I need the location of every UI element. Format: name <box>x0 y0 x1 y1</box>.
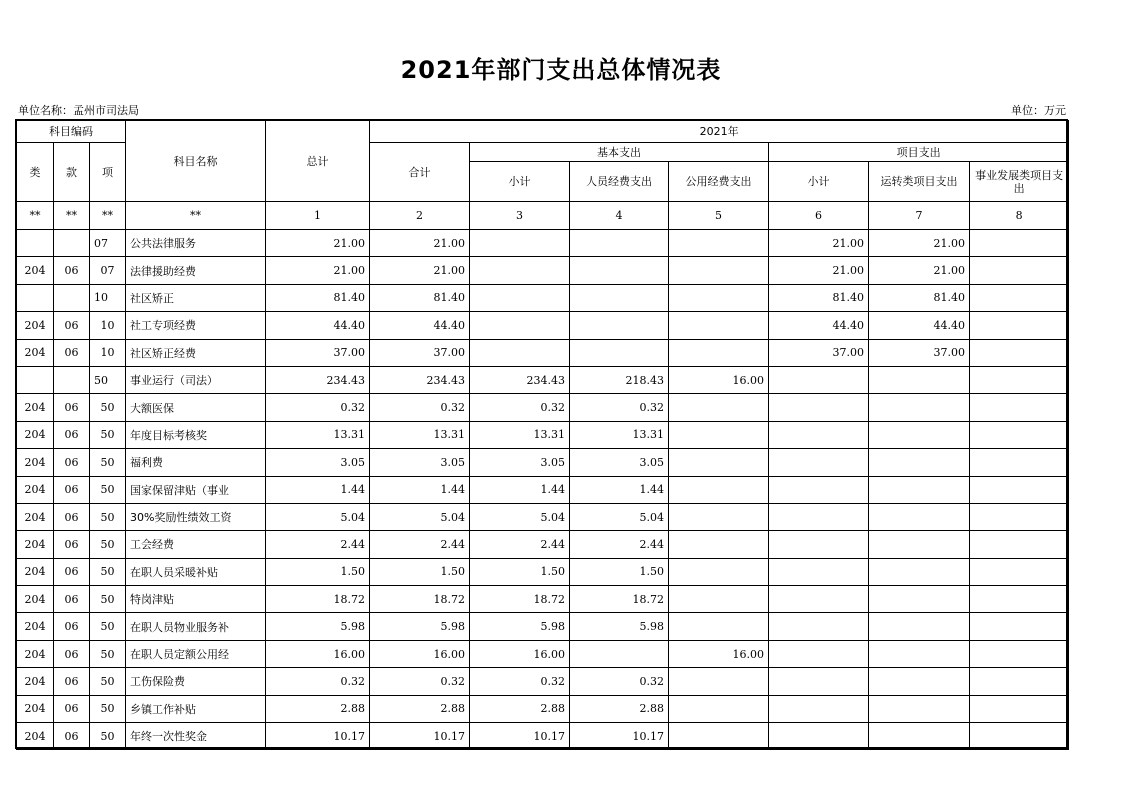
cell-transfer <box>869 476 970 503</box>
table-row <box>17 503 1069 530</box>
cell-total: 21.00 <box>266 230 370 257</box>
header-total: 总计 <box>266 121 370 202</box>
cell-public <box>669 558 769 585</box>
cell-kuan: 06 <box>54 613 90 640</box>
cell-lei <box>17 230 54 257</box>
cell-personnel: 5.04 <box>570 503 669 530</box>
cell-xiang: 10 <box>90 312 126 339</box>
cell-lei: 204 <box>17 421 54 448</box>
cell-heji: 81.40 <box>370 284 470 311</box>
cell-heji: 16.00 <box>370 640 470 667</box>
cell-develop <box>970 558 1069 585</box>
cell-basic-subtotal: 16.00 <box>470 640 570 667</box>
cell-name: 在职人员物业服务补 <box>126 613 266 640</box>
cell-transfer: 21.00 <box>869 230 970 257</box>
cell-heji: 0.32 <box>370 668 470 695</box>
header-project-subtotal: 小计 <box>769 162 869 202</box>
table-row <box>17 586 1069 613</box>
cell-kuan: 06 <box>54 640 90 667</box>
cell-personnel <box>570 640 669 667</box>
cell-heji: 5.98 <box>370 613 470 640</box>
cell-name: 国家保留津贴（事业 <box>126 476 266 503</box>
cell-kuan: 06 <box>54 723 90 750</box>
cell-kuan: 06 <box>54 449 90 476</box>
cell-public <box>669 421 769 448</box>
cell-xiang: 50 <box>90 476 126 503</box>
cell-project-subtotal <box>769 613 869 640</box>
cell-public <box>669 668 769 695</box>
cell-heji: 2.44 <box>370 531 470 558</box>
table-row <box>17 668 1069 695</box>
cell-develop <box>970 503 1069 530</box>
cell-lei: 204 <box>17 339 54 366</box>
cell-basic-subtotal <box>470 339 570 366</box>
cell-xiang: 50 <box>90 613 126 640</box>
cell-develop <box>970 421 1069 448</box>
cell-kuan: 06 <box>54 476 90 503</box>
cell-basic-subtotal: 1.50 <box>470 558 570 585</box>
expenditure-table <box>16 120 1069 750</box>
cell-heji: 2.88 <box>370 695 470 722</box>
cell-basic-subtotal <box>470 312 570 339</box>
cell-personnel <box>570 257 669 284</box>
cell-develop <box>970 723 1069 750</box>
cell-basic-subtotal: 2.88 <box>470 695 570 722</box>
cell-project-subtotal <box>769 531 869 558</box>
cell-xiang: 50 <box>90 668 126 695</box>
cell-transfer <box>869 366 970 393</box>
cell-lei: 204 <box>17 449 54 476</box>
cell-heji: 21.00 <box>370 230 470 257</box>
cell-lei: 204 <box>17 586 54 613</box>
cell-personnel: 5.98 <box>570 613 669 640</box>
index-cell: 3 <box>470 202 570 230</box>
table-row <box>17 640 1069 667</box>
cell-public <box>669 230 769 257</box>
cell-xiang: 50 <box>90 531 126 558</box>
cell-basic-subtotal: 10.17 <box>470 723 570 750</box>
cell-personnel: 3.05 <box>570 449 669 476</box>
header-name: 科目名称 <box>126 121 266 202</box>
index-cell: 1 <box>266 202 370 230</box>
cell-xiang: 50 <box>90 695 126 722</box>
cell-total: 2.44 <box>266 531 370 558</box>
cell-basic-subtotal: 5.98 <box>470 613 570 640</box>
cell-kuan: 06 <box>54 503 90 530</box>
cell-kuan <box>54 230 90 257</box>
cell-xiang: 50 <box>90 723 126 750</box>
cell-public <box>669 257 769 284</box>
cell-name: 社区矫正 <box>126 284 266 311</box>
cell-xiang: 07 <box>90 257 126 284</box>
cell-total: 0.32 <box>266 668 370 695</box>
cell-total: 13.31 <box>266 421 370 448</box>
table-row <box>17 531 1069 558</box>
table-row <box>17 449 1069 476</box>
cell-develop <box>970 668 1069 695</box>
cell-basic-subtotal <box>470 257 570 284</box>
cell-xiang: 50 <box>90 421 126 448</box>
cell-total: 3.05 <box>266 449 370 476</box>
cell-project-subtotal <box>769 366 869 393</box>
index-cell: ** <box>90 202 126 230</box>
cell-lei: 204 <box>17 695 54 722</box>
index-cell: 8 <box>970 202 1069 230</box>
cell-public <box>669 723 769 750</box>
cell-develop <box>970 312 1069 339</box>
cell-project-subtotal: 81.40 <box>769 284 869 311</box>
cell-personnel <box>570 312 669 339</box>
table-row <box>17 723 1069 750</box>
cell-basic-subtotal: 2.44 <box>470 531 570 558</box>
cell-kuan: 06 <box>54 531 90 558</box>
cell-project-subtotal <box>769 723 869 750</box>
cell-xiang: 10 <box>90 284 126 311</box>
cell-lei: 204 <box>17 723 54 750</box>
cell-develop <box>970 394 1069 421</box>
cell-name: 福利费 <box>126 449 266 476</box>
cell-public <box>669 613 769 640</box>
cell-lei <box>17 284 54 311</box>
cell-name: 大额医保 <box>126 394 266 421</box>
cell-total: 16.00 <box>266 640 370 667</box>
cell-personnel: 1.50 <box>570 558 669 585</box>
cell-name: 工会经费 <box>126 531 266 558</box>
header-year: 2021年 <box>370 121 1069 143</box>
cell-xiang: 50 <box>90 558 126 585</box>
unit-name-label: 单位名称：孟州市司法局 <box>18 104 139 117</box>
cell-total: 1.50 <box>266 558 370 585</box>
cell-kuan: 06 <box>54 558 90 585</box>
header-project: 项目支出 <box>769 143 1069 162</box>
cell-total: 0.32 <box>266 394 370 421</box>
cell-kuan: 06 <box>54 339 90 366</box>
cell-xiang: 10 <box>90 339 126 366</box>
cell-develop <box>970 257 1069 284</box>
cell-project-subtotal: 21.00 <box>769 257 869 284</box>
cell-total: 2.88 <box>266 695 370 722</box>
table-header <box>17 121 1069 230</box>
cell-transfer <box>869 695 970 722</box>
cell-xiang: 50 <box>90 503 126 530</box>
cell-basic-subtotal: 3.05 <box>470 449 570 476</box>
cell-project-subtotal <box>769 668 869 695</box>
cell-name: 社工专项经费 <box>126 312 266 339</box>
cell-transfer: 81.40 <box>869 284 970 311</box>
cell-name: 特岗津贴 <box>126 586 266 613</box>
cell-project-subtotal <box>769 640 869 667</box>
cell-project-subtotal <box>769 476 869 503</box>
header-basic-subtotal: 小计 <box>470 162 570 202</box>
cell-basic-subtotal: 234.43 <box>470 366 570 393</box>
cell-develop <box>970 695 1069 722</box>
cell-public <box>669 695 769 722</box>
cell-public <box>669 476 769 503</box>
cell-total: 18.72 <box>266 586 370 613</box>
cell-personnel: 0.32 <box>570 668 669 695</box>
cell-project-subtotal: 21.00 <box>769 230 869 257</box>
cell-total: 21.00 <box>266 257 370 284</box>
cell-basic-subtotal: 0.32 <box>470 394 570 421</box>
index-cell: ** <box>54 202 90 230</box>
index-cell: 2 <box>370 202 470 230</box>
cell-transfer <box>869 531 970 558</box>
cell-develop <box>970 586 1069 613</box>
cell-transfer <box>869 421 970 448</box>
cell-lei: 204 <box>17 312 54 339</box>
cell-project-subtotal: 37.00 <box>769 339 869 366</box>
cell-kuan: 06 <box>54 312 90 339</box>
index-cell: 6 <box>769 202 869 230</box>
cell-personnel: 2.88 <box>570 695 669 722</box>
table-row <box>17 613 1069 640</box>
cell-heji: 37.00 <box>370 339 470 366</box>
table-body <box>17 230 1069 750</box>
cell-public <box>669 394 769 421</box>
index-cell: 4 <box>570 202 669 230</box>
index-cell: ** <box>17 202 54 230</box>
cell-public: 16.00 <box>669 640 769 667</box>
cell-project-subtotal <box>769 421 869 448</box>
cell-name: 社区矫正经费 <box>126 339 266 366</box>
cell-develop <box>970 284 1069 311</box>
cell-name: 30%奖励性绩效工资 <box>126 503 266 530</box>
cell-personnel <box>570 284 669 311</box>
cell-total: 44.40 <box>266 312 370 339</box>
cell-develop <box>970 613 1069 640</box>
cell-heji: 21.00 <box>370 257 470 284</box>
cell-kuan <box>54 284 90 311</box>
header-heji: 合计 <box>370 143 470 202</box>
cell-personnel: 2.44 <box>570 531 669 558</box>
cell-kuan: 06 <box>54 394 90 421</box>
cell-public <box>669 586 769 613</box>
cell-project-subtotal: 44.40 <box>769 312 869 339</box>
table-row <box>17 230 1069 257</box>
cell-total: 1.44 <box>266 476 370 503</box>
cell-xiang: 50 <box>90 366 126 393</box>
cell-name: 事业运行（司法） <box>126 366 266 393</box>
cell-lei: 204 <box>17 668 54 695</box>
cell-personnel <box>570 339 669 366</box>
cell-heji: 234.43 <box>370 366 470 393</box>
table-row <box>17 421 1069 448</box>
cell-lei: 204 <box>17 531 54 558</box>
cell-transfer <box>869 394 970 421</box>
cell-develop <box>970 640 1069 667</box>
cell-personnel: 0.32 <box>570 394 669 421</box>
cell-name: 法律援助经费 <box>126 257 266 284</box>
header-lei: 类 <box>17 143 54 202</box>
cell-public <box>669 449 769 476</box>
cell-kuan <box>54 366 90 393</box>
header-basic: 基本支出 <box>470 143 769 162</box>
cell-basic-subtotal: 18.72 <box>470 586 570 613</box>
cell-transfer: 37.00 <box>869 339 970 366</box>
cell-project-subtotal <box>769 586 869 613</box>
cell-project-subtotal <box>769 394 869 421</box>
cell-develop <box>970 230 1069 257</box>
unit-label: 单位：万元 <box>1011 104 1066 117</box>
cell-personnel <box>570 230 669 257</box>
header-kuan: 款 <box>54 143 90 202</box>
cell-basic-subtotal <box>470 230 570 257</box>
cell-develop <box>970 449 1069 476</box>
table-row <box>17 695 1069 722</box>
cell-name: 乡镇工作补贴 <box>126 695 266 722</box>
cell-lei: 204 <box>17 503 54 530</box>
cell-total: 81.40 <box>266 284 370 311</box>
table-row <box>17 476 1069 503</box>
cell-heji: 3.05 <box>370 449 470 476</box>
cell-transfer <box>869 613 970 640</box>
cell-total: 234.43 <box>266 366 370 393</box>
cell-project-subtotal <box>769 558 869 585</box>
cell-heji: 18.72 <box>370 586 470 613</box>
cell-basic-subtotal: 0.32 <box>470 668 570 695</box>
cell-personnel: 1.44 <box>570 476 669 503</box>
cell-personnel: 13.31 <box>570 421 669 448</box>
cell-lei: 204 <box>17 640 54 667</box>
cell-heji: 0.32 <box>370 394 470 421</box>
cell-total: 37.00 <box>266 339 370 366</box>
cell-develop <box>970 366 1069 393</box>
cell-kuan: 06 <box>54 421 90 448</box>
cell-lei: 204 <box>17 613 54 640</box>
cell-basic-subtotal: 1.44 <box>470 476 570 503</box>
table-row <box>17 339 1069 366</box>
cell-transfer: 21.00 <box>869 257 970 284</box>
cell-lei <box>17 366 54 393</box>
cell-develop <box>970 531 1069 558</box>
cell-total: 5.04 <box>266 503 370 530</box>
cell-personnel: 218.43 <box>570 366 669 393</box>
index-cell: 7 <box>869 202 970 230</box>
header-code-group: 科目编码 <box>17 121 126 143</box>
table-row <box>17 257 1069 284</box>
cell-public <box>669 312 769 339</box>
cell-public <box>669 503 769 530</box>
cell-public: 16.00 <box>669 366 769 393</box>
cell-basic-subtotal: 13.31 <box>470 421 570 448</box>
cell-lei: 204 <box>17 558 54 585</box>
cell-transfer <box>869 586 970 613</box>
cell-heji: 1.44 <box>370 476 470 503</box>
cell-total: 10.17 <box>266 723 370 750</box>
cell-project-subtotal <box>769 503 869 530</box>
cell-name: 工伤保险费 <box>126 668 266 695</box>
cell-heji: 10.17 <box>370 723 470 750</box>
cell-public <box>669 284 769 311</box>
header-xiang: 项 <box>90 143 126 202</box>
cell-project-subtotal <box>769 695 869 722</box>
cell-public <box>669 339 769 366</box>
cell-name: 在职人员定额公用经 <box>126 640 266 667</box>
cell-total: 5.98 <box>266 613 370 640</box>
header-index-row <box>17 202 1069 230</box>
cell-name: 在职人员采暖补贴 <box>126 558 266 585</box>
cell-name: 年度目标考核奖 <box>126 421 266 448</box>
cell-basic-subtotal <box>470 284 570 311</box>
header-develop: 事业发展类项目支出 <box>970 162 1069 202</box>
cell-basic-subtotal: 5.04 <box>470 503 570 530</box>
cell-lei: 204 <box>17 476 54 503</box>
table-row <box>17 394 1069 421</box>
cell-transfer <box>869 558 970 585</box>
cell-lei: 204 <box>17 394 54 421</box>
cell-kuan: 06 <box>54 668 90 695</box>
header-personnel: 人员经费支出 <box>570 162 669 202</box>
cell-kuan: 06 <box>54 695 90 722</box>
index-cell: ** <box>126 202 266 230</box>
cell-personnel: 18.72 <box>570 586 669 613</box>
cell-heji: 13.31 <box>370 421 470 448</box>
cell-develop <box>970 476 1069 503</box>
index-cell: 5 <box>669 202 769 230</box>
cell-heji: 5.04 <box>370 503 470 530</box>
cell-xiang: 50 <box>90 640 126 667</box>
cell-heji: 1.50 <box>370 558 470 585</box>
header-transfer: 运转类项目支出 <box>869 162 970 202</box>
cell-kuan: 06 <box>54 586 90 613</box>
cell-public <box>669 531 769 558</box>
table-row <box>17 284 1069 311</box>
cell-lei: 204 <box>17 257 54 284</box>
cell-name: 年终一次性奖金 <box>126 723 266 750</box>
cell-project-subtotal <box>769 449 869 476</box>
cell-xiang: 50 <box>90 586 126 613</box>
cell-transfer <box>869 640 970 667</box>
cell-kuan: 06 <box>54 257 90 284</box>
cell-xiang: 50 <box>90 449 126 476</box>
page-title: 2021年部门支出总体情况表 <box>400 56 722 84</box>
cell-xiang: 50 <box>90 394 126 421</box>
cell-transfer <box>869 449 970 476</box>
cell-develop <box>970 339 1069 366</box>
cell-transfer: 44.40 <box>869 312 970 339</box>
cell-personnel: 10.17 <box>570 723 669 750</box>
table-row <box>17 312 1069 339</box>
cell-transfer <box>869 668 970 695</box>
cell-transfer <box>869 503 970 530</box>
cell-name: 公共法律服务 <box>126 230 266 257</box>
header-public: 公用经费支出 <box>669 162 769 202</box>
cell-heji: 44.40 <box>370 312 470 339</box>
cell-transfer <box>869 723 970 750</box>
table-row <box>17 366 1069 393</box>
table-row <box>17 558 1069 585</box>
cell-xiang: 07 <box>90 230 126 257</box>
